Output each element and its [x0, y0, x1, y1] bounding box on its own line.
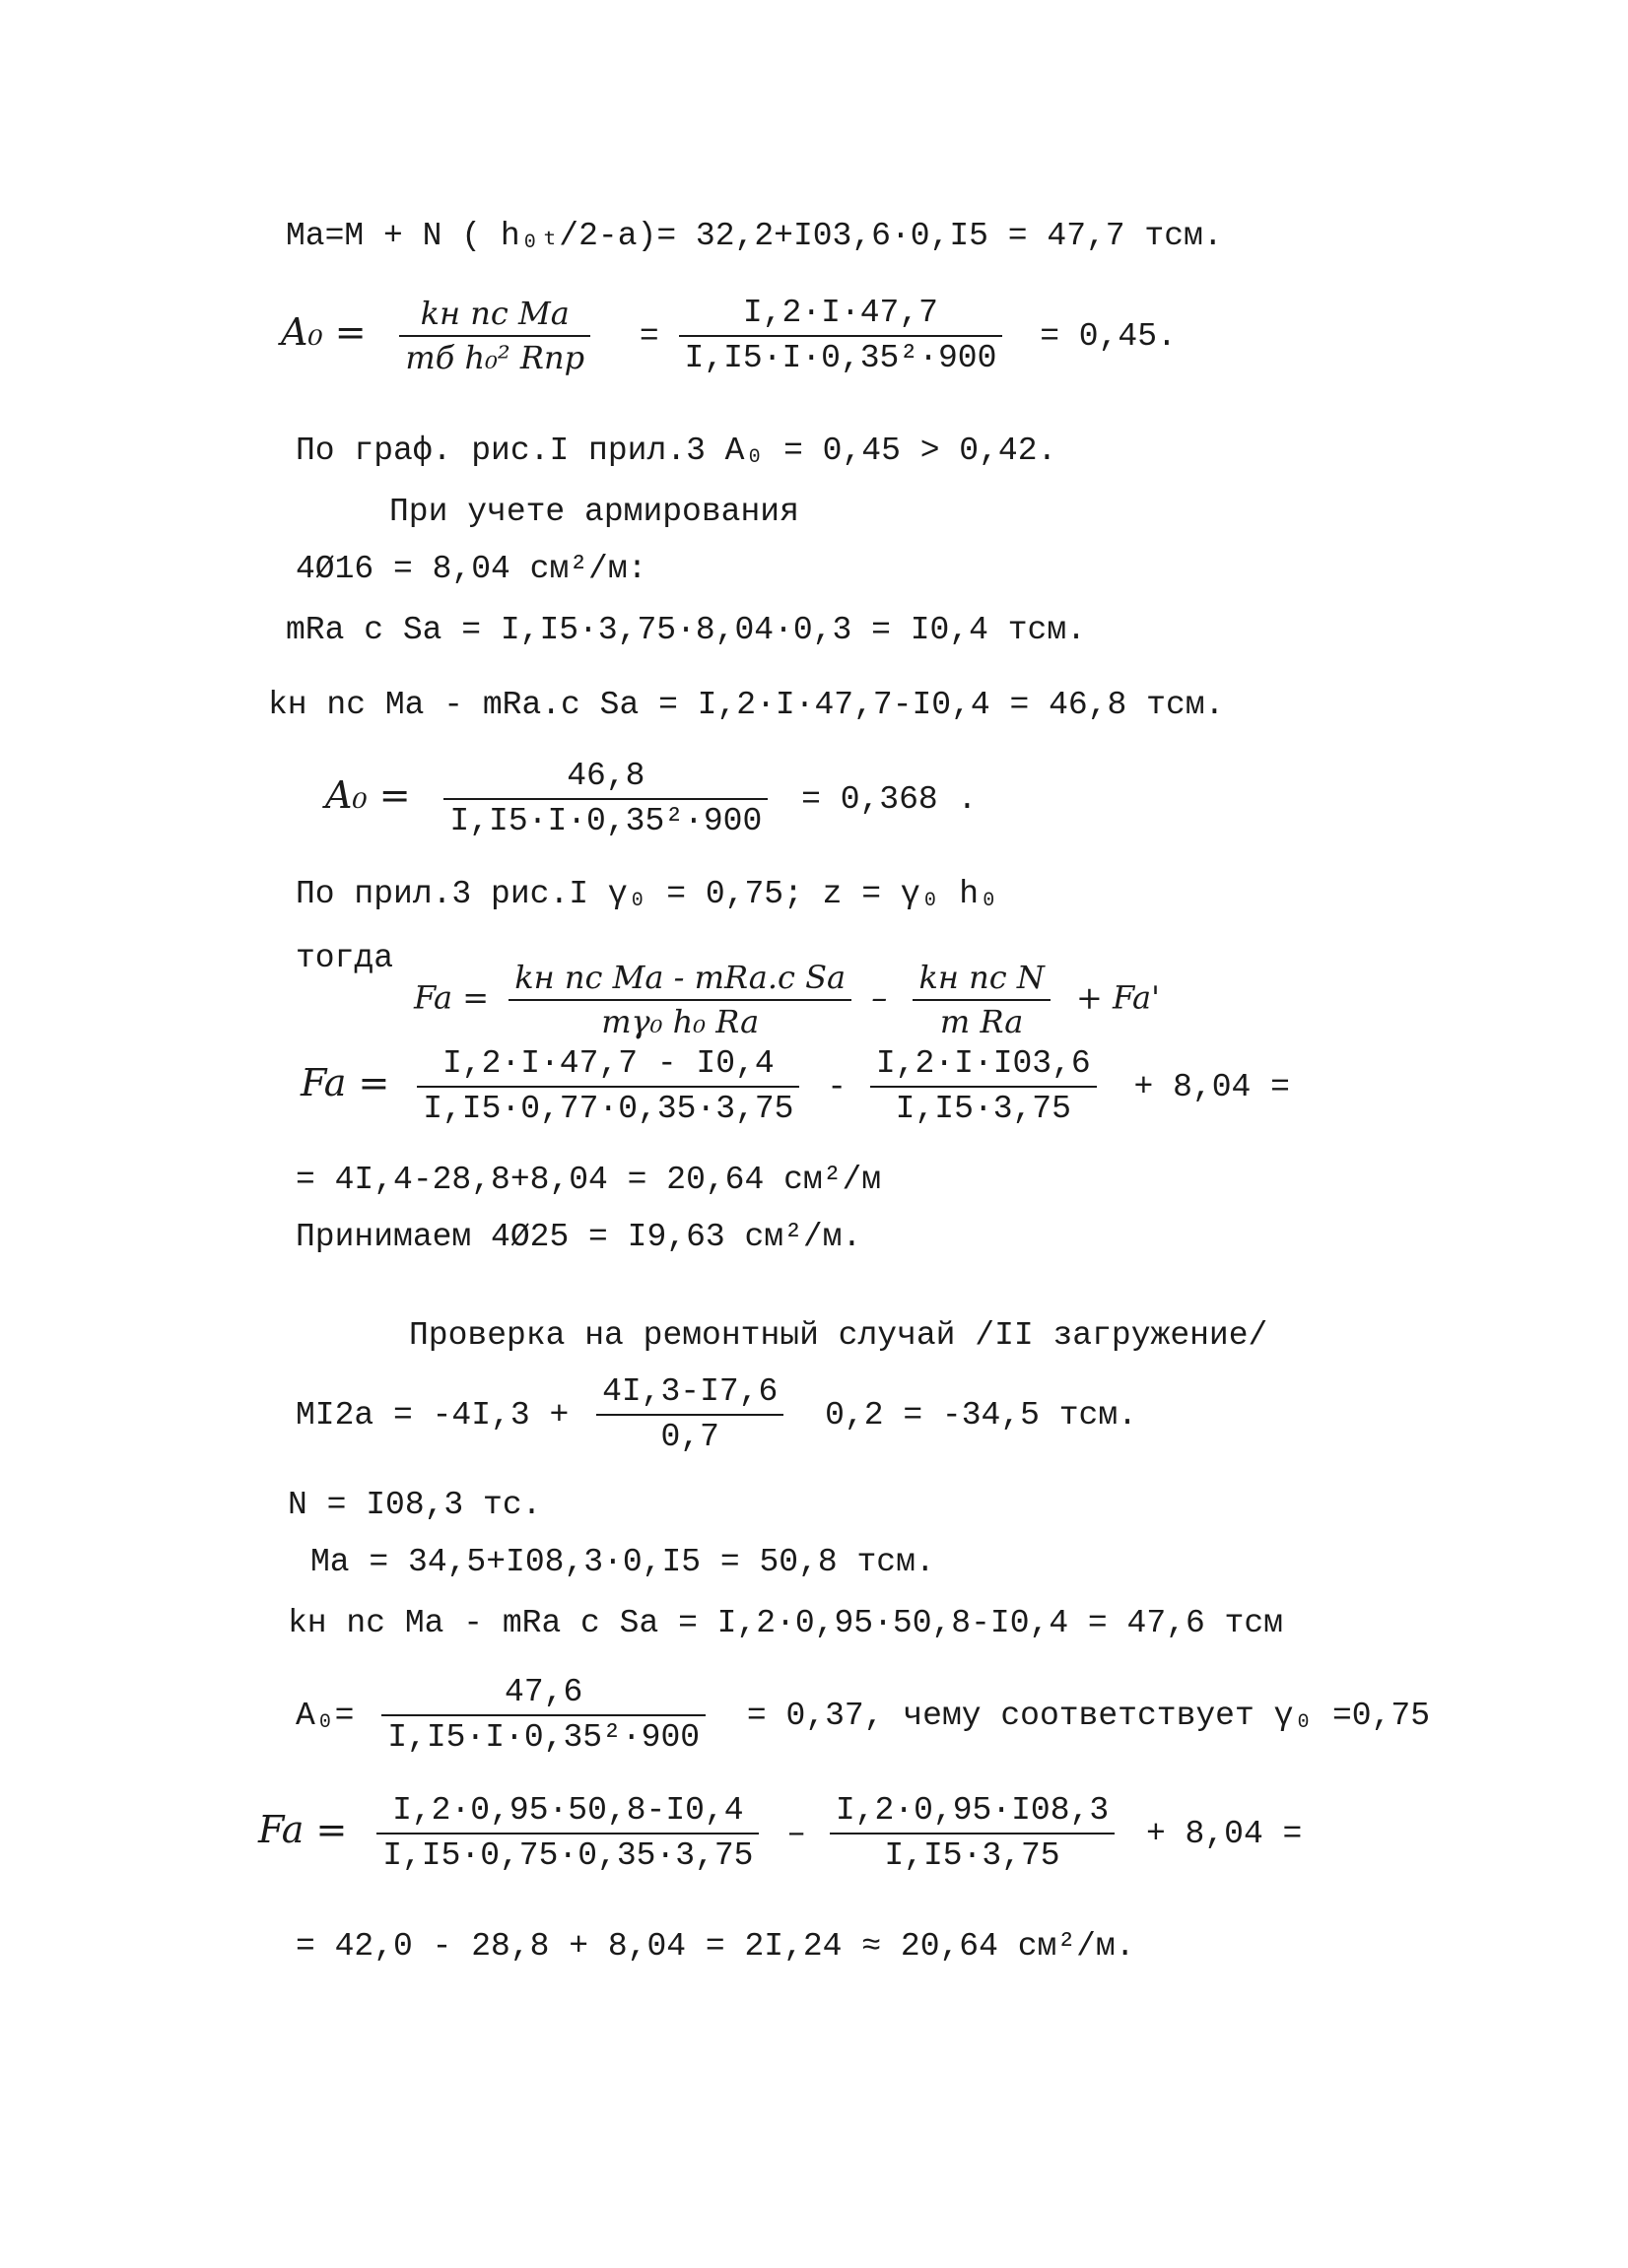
reinforcement-heading: При учете армирования [389, 494, 799, 530]
formula-ma: Ma=M + N ( h₀ₜ/2-a)= 32,2+I03,6·0,I5 = 47,7 тсм. [286, 218, 1223, 254]
fa-repair-result: = 42,0 - 28,8 + 8,04 = 2I,24 ≈ 20,64 см²/м. [296, 1928, 1135, 1965]
formula-fa-repair: Fa = $\frac{I,2\cdot 0,95\cdot 50,8-I0,4}{I,I5\cdot 0,75\cdot 0,35\cdot 3,75}$ – $\frac{I,2\cdot 0,95\cdot I08,3}{I,I5\cdot 3,75}$ + 8,04 = [258, 1792, 1303, 1875]
fraction-fa-num-main: $\frac{I,2\cdot I\cdot 47,7 - I0,4}{I,I5\cdot 0,77\cdot 0,35\cdot 3,75}$ [417, 1046, 799, 1128]
formula-a0-first: A₀ = $\frac{\text{kн nc Ma}}{\text{mб h₀² Rпр}}$ = $\frac{I,2\cdot I\cdot 47,7}{\text{I,I5·I·0,35²·900}}$ = 0,45. [281, 295, 1177, 377]
reinforcement-area: 4Ø16 = 8,04 см²/м: [296, 551, 647, 587]
gamma-reference-line: По прил.3 рис.I γ₀ = 0,75; z = γ₀ h₀ [296, 876, 998, 912]
formula-m12a: MI2a = -4I,3 + $\frac{4I,3-I7,6}{0,7}$ 0,2 = -34,5 тсм. [296, 1373, 1137, 1456]
fraction-numeric: $\frac{I,2\cdot I\cdot 47,7}{\text{I,I5·I·0,35²·900}}$ [679, 296, 1003, 377]
fraction-fa-num-n: $\frac{I,2\cdot I\cdot I03,6}{I,I5\cdot 3,75}$ [870, 1046, 1097, 1128]
formula-mras: mRa c Sa = I,I5·3,75·8,04·0,3 = I0,4 тсм. [286, 612, 1086, 648]
normal-force-line: N = I08,3 тс. [288, 1487, 542, 1523]
formula-a0-repair: A₀= $\frac{47,6}{\text{I,I5·I·0,35²·900}}$ = 0,37, чему соответствует γ₀ =0,75 [296, 1674, 1431, 1757]
ma-repair-line: Ma = 34,5+I08,3·0,I5 = 50,8 тсм. [310, 1544, 935, 1580]
formula-fa-numeric: Fa = $\frac{I,2\cdot I\cdot 47,7 - I0,4}{I,I5\cdot 0,77\cdot 0,35\cdot 3,75}$ - $\frac{I,2\cdot I\cdot I03,6}{I,I5\cdot 3,75}$ + 8,04 = [301, 1045, 1290, 1128]
accepted-reinforcement: Принимаем 4Ø25 = I9,63 см²/м. [296, 1219, 862, 1255]
formula-moment-diff: kн nc Ma - mRa.c Sa = I,2·I·47,7-I0,4 = 46,8 тсм. [268, 687, 1225, 723]
formula-a0-second: A₀ = $\frac{46,8}{\text{I,I5·I·0,35²·900}}$ = 0,368 . [325, 758, 978, 840]
fraction-m12a: $\frac{4I,3-I7,6}{0,7}$ [596, 1374, 783, 1456]
then-word: тогда [296, 940, 394, 976]
formula-fa-general: Fa = $\frac{\text{kн nc Ma - mRa.c Sa}}{\text{mγ₀ h₀ Ra}}$ – $\frac{\text{kн nc N}}{\text{m Ra}}$ + Fa' [414, 959, 1160, 1041]
fraction-fa-repair-main: $\frac{I,2\cdot 0,95\cdot 50,8-I0,4}{I,I5\cdot 0,75\cdot 0,35\cdot 3,75}$ [376, 1793, 759, 1875]
fraction-symbolic: $\frac{\text{kн nc Ma}}{\text{mб h₀² Rпр}}$ [399, 297, 590, 375]
fraction-fa-repair-n: $\frac{I,2\cdot 0,95\cdot I08,3}{I,I5\cdot 3,75}$ [830, 1793, 1115, 1875]
fa-result-line: = 4I,4-28,8+8,04 = 20,64 см²/м [296, 1162, 882, 1198]
moment-diff-repair: kн nc Ma - mRa c Sa = I,2·0,95·50,8-I0,4 = 47,6 тсм [288, 1605, 1283, 1641]
graph-reference-line: По граф. рис.I прил.3 A₀ = 0,45 > 0,42. [296, 433, 1057, 469]
repair-case-heading: Проверка на ремонтный случай /II загружение/ [409, 1317, 1268, 1354]
fraction-a0-second: $\frac{46,8}{\text{I,I5·I·0,35²·900}}$ [443, 759, 768, 840]
a0-symbol: A₀ = [281, 310, 367, 355]
fraction-a0-repair: $\frac{47,6}{\text{I,I5·I·0,35²·900}}$ [381, 1675, 706, 1757]
fraction-fa-main: $\frac{\text{kн nc Ma - mRa.c Sa}}{\text{mγ₀ h₀ Ra}}$ [509, 961, 851, 1039]
fraction-fa-n: $\frac{\text{kн nc N}}{\text{m Ra}}$ [913, 961, 1050, 1039]
